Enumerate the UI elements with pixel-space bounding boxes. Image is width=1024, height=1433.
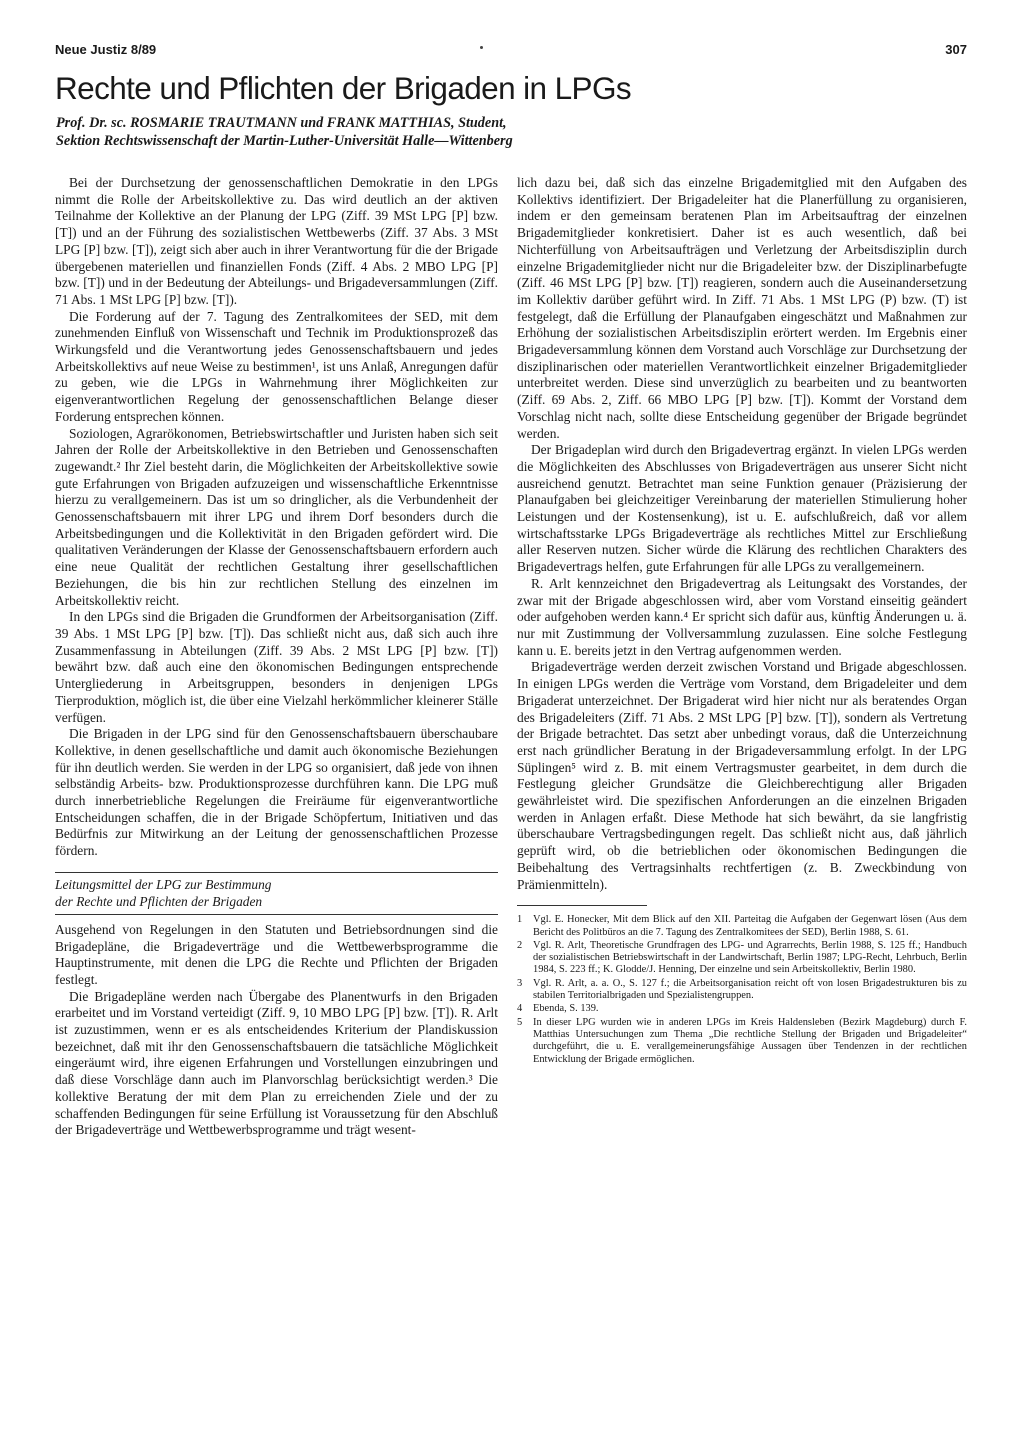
footnote [517, 1003, 967, 1015]
journal-page [55, 40, 967, 1420]
footnote-number: 5 [517, 1016, 523, 1028]
right-column [517, 175, 967, 1067]
paragraph: Soziologen, Agrarökonomen, Betriebswirtschaftler und Juristen haben sich seit Jahren der Rolle der Arbeitskollektive in den Betrieben und Genossenschaften zugewandt.² Ihr Ziel besteht darin, die Möglichkeiten der Arbeitskollektive sowie gute Erfahrungen von Brigaden aufzuzeigen und wissenschaftliche Erkenntnisse hierzu zu verallgemeinern. Das ist um so dringlicher, als die Verbundenheit der Genossenschaftsbauern mit ihrer LPG und ihrem Dorf besonders durch die Arbeitsbedingungen und die Kollektivität in den Brigaden gefördert wird. Die qualitativen Veränderungen der Klasse der Genossenschaftsbauern erfordern auch eine neue Qualität der rechtlichen Gestaltung ihrer gesellschaftlichen Beziehungen, die bis hin zur rechtlichen Stellung des einzelnen im Arbeitskollektiv reicht. [55, 425, 498, 608]
left-column [55, 175, 498, 1139]
paragraph: Die Brigadepläne werden nach Übergabe des Planentwurfs in den Brigaden erarbeitet und im Vorstand verteidigt (Ziff. 9, 10 MBO LPG [P] bzw. [T]). R. Arlt ist zuzustimmen, wenn er es als entscheidendes Kriterium der Plandiskussion bezeichnet, daß mit ihr den Genossenschaftsbauern die tatsächliche Möglichkeit eingeräumt wird, ihre eigenen Erfahrungen und Vorstellungen einzubringen und daß diese Vorschläge dann auch im Planvorschlag berücksichtigt werden.³ Die kollektive Beratung der mit dem Plan zu erreichenden Ziele und der zu schaffenden Bedingungen für seine Erfüllung ist Voraussetzung für den Abschluß der Brigadeverträge und Wettbewerbsprogramme und trägt wesent- [55, 988, 498, 1138]
footnote [517, 914, 967, 939]
byline-affiliation: Sektion Rechtswissenschaft der Martin-Luther-Universität Halle—Wittenberg [56, 133, 513, 149]
footnote-number: 1 [517, 914, 523, 926]
footnote-number: 2 [517, 939, 523, 951]
paragraph: lich dazu bei, daß sich das einzelne Brigademitglied mit den Aufgaben des Kollektivs identifiziert. Der Brigadeleiter hat die Planerfüllung zu organisieren, indem er den gemeinsam beratenen Plan im Arbeitsauftrag der einzelnen Brigademitglieder konkretisiert. Daher ist es auch wesentlich, daß bei Nichterfüllung von Arbeitsaufträgen und Verletzung der Arbeitsdisziplin durch einzelne Brigademitglieder nicht nur die Brigadeleiter bzw. der Disziplinarbefugte (Ziff. 46 MSt LPG [P] bzw. [T]) reagieren, sondern auch die Auseinandersetzung im Kollektiv darüber geführt wird. In Ziff. 71 Abs. 1 MSt LPG (P) bzw. (T) ist festgelegt, daß die Erfüllung der Planaufgaben eingeschätzt und Maßnahmen zur Erhöhung der sozialistischen Arbeitsdisziplin erörtert werden. Im Ergebnis einer Brigadeversammlung können dem Vorstand auch Vorschläge zur Durchsetzung der disziplinarischen oder materiellen Verantwortlichkeit einzelner Brigademitglieder unterbreitet werden. Diese sind unverzüglich zu bearbeiten und zu beantworten (Ziff. 69 Abs. 2, Ziff. 66 MBO LPG [P] bzw. [T]). Kommt der Vorstand dem Vorschlag nicht nach, sollte diese Entscheidung gegenüber der Brigade begründet werden. [517, 175, 967, 441]
footnote-text: In dieser LPG wurden wie in anderen LPGs im Kreis Haldensleben (Bezirk Magdeburg) durch F. Matthias Untersuchungen zum Thema „Die rechtliche Stellung der Brigaden und Brigadeleiter“ durchgeführt, die u. E. verallgemeinerungsfähige Aussagen über Tendenzen in der rechtlichen Entwicklung der Brigade ermöglichen. [533, 1016, 967, 1065]
footnote [517, 940, 967, 977]
footnote-text: Ebenda, S. 139. [533, 1003, 599, 1015]
footnote-text: Vgl. R. Arlt, a. a. O., S. 127 f.; die Arbeitsorganisation reicht oft von losen Brigadestrukturen bis zu stabilen Territorialbrigaden und Spezialistengruppen. [533, 977, 967, 1002]
footnote-number: 4 [517, 1003, 523, 1015]
paragraph: Bei der Durchsetzung der genossenschaftlichen Demokratie in den LPGs nimmt die Rolle der Arbeitskollektive zu. Das wird deutlich an der aktiven Teilnahme der Kollektive an der Planung der LPG (Ziff. 39 MSt LPG [P] bzw. [T]) und an der Führung des sozialistischen Wettbewerbs (Ziff. 37 Abs. 3 MSt LPG [P] bzw. [T]), zeigt sich aber auch in ihrer Verantwortung für die der Brigade übergebenen materiellen und finanziellen Fonds (Ziff. 4 Abs. 2 MBO LPG [P] bzw. [T]) und in der Bedeutung der Abteilungs- und Brigadeversammlungen (Ziff. 71 Abs. 1 MSt LPG [P] bzw. [T]). [55, 175, 498, 307]
footnote-text: Vgl. E. Honecker, Mit dem Blick auf den XII. Parteitag die Aufgaben der Gegenwart lösen (Aus dem Bericht des Politbüros an die 7. Tagung des Zentralkomitees der SED), Berlin 1988, S. 61. [533, 914, 967, 938]
footnote-text: Vgl. R. Arlt, Theoretische Grundfragen des LPG- und Agrarrechts, Berlin 1988, S. 125 ff.; Handbuch der sozialistischen Betriebswirtschaft in der Landwirtschaft, Berlin 1987; LPG-Recht, Lehrbuch, Berlin 1984, S. 223 ff.; K. Glodde/J. Henning, Der einzelne und sein Arbeitskollektiv, Berlin 1980. [533, 939, 967, 976]
paragraph: Die Brigaden in der LPG sind für den Genossenschaftsbauern überschaubare Kollektive, in denen gesellschaftliche und damit auch ökonomische Beziehungen für ihn deutlich werden. Sie werden in der LPG so organisiert, daß jede von ihnen selbständig Arbeits- bzw. Produktionsprozesse durchführen kann. Die LPG muß durch innerbetriebliche Regelungen die Freiräume für eigenverantwortliche Entscheidungen schaffen, die in der Brigade Schöpfertum, Initiativen und das Bedürfnis zur Mitwirkung an der Leitung der genossenschaftlichen Prozesse fördern. [55, 726, 498, 859]
scan-speck [480, 46, 483, 49]
subheading-line: Leitungsmittel der LPG zur Bestimmung [55, 876, 272, 892]
paragraph: Der Brigadeplan wird durch den Brigadevertrag ergänzt. In vielen LPGs werden die Möglichkeiten des Abschlusses von Brigadeverträgen aus unserer Sicht nicht ausreichend genutzt. Betrachtet man seine Funktion genauer (Präzisierung der Planaufgaben bei gleichzeitiger Vereinbarung der materiellen Stimulierung hoher Leistungen und der Kostensenkung), ist u. E. aufschlußreich, daß vor allem wirtschaftsstarke LPGs Brigadeverträge als rechtliches Mittel zur Erschließung aller Reserven nutzen. Sicher würde die Klärung des rechtlichen Charakters des Brigadevertrags helfen, gute Erfahrungen für alle LPGs zu verallgemeinern. [517, 442, 967, 575]
paragraph: Brigadeverträge werden derzeit zwischen Vorstand und Brigade abgeschlossen. In einigen LPGs werden die Verträge vom Vorstand, dem Brigadeleiter und dem Brigaderat unterzeichnet. Der Brigaderat wird hier nicht nur als beratendes Organ des Brigadeleiters (Ziff. 71 Abs. 2 MSt LPG [P] bzw. [T]), sondern als Vertretung der Brigade betrachtet. Das setzt aber unbedingt voraus, daß die Unterzeichnung erst nach gründlicher Beratung in der Brigadeversammlung erfolgt. In der LPG Süplingen⁵ wird z. B. mit einem Vertragsmuster gearbeitet, in dem durch die Festlegung gleicher Grundsätze die Gleichberechtigung aller Brigaden gewährleistet wird. Die spezifischen Anforderungen an die einzelnen Brigaden werden in Anlagen erfaßt. Diese Methode hat sich bewährt, da sie langfristig überschaubare Vertragsbedingungen regelt. Das schließt nicht aus, daß jährlich geprüft wird, ob die betrieblichen oder ökonomischen Bedingungen die Beibehaltung des Vertragsinhalts rechtfertigen (z. B. Zweckbindung von Prämienmitteln). [517, 659, 967, 892]
footnote [517, 978, 967, 1003]
subheading-line: der Rechte und Pflichten der Brigaden [55, 893, 263, 909]
paragraph: R. Arlt kennzeichnet den Brigadevertrag als Leitungsakt des Vorstandes, der zwar mit der Brigade abgeschlossen wird, aber vom Vorstand einseitig geändert oder aufgehoben werden kann.⁴ Er spricht sich dafür aus, künftig Änderungen u. ä. nur mit Zustimmung der Vollversammlung zuzulassen. Eine solche Festlegung kann u. E. bereits jetzt in den Vertrag aufgenommen werden. [517, 575, 967, 658]
running-head [55, 40, 967, 62]
footnote-number: 3 [517, 977, 523, 989]
journal-name: Neue Justiz 8/89 [55, 42, 157, 57]
article-title: Rechte und Pflichten der Brigaden in LPGs [55, 70, 632, 106]
paragraph: Die Forderung auf der 7. Tagung des Zentralkomitees der SED, mit dem zunehmenden Einfluß von Wissenschaft und Technik im Produktionsprozeß das Wirkungsfeld und die Verantwortung jedes Genossenschaftsbauern und jedes Arbeitskollektivs auf neue Weise zu bestimmen¹, ist uns Anlaß, Anregungen dafür zu geben, wie die LPGs in Wahrnehmung ihrer Möglichkeiten zur eigenverantwortlichen Regelung der genossenschaftlichen Belange dieser Forderung entsprechen können. [55, 308, 498, 424]
byline-authors: Prof. Dr. sc. ROSMARIE TRAUTMANN und FRANK MATTHIAS, Student, [56, 115, 507, 131]
footnote-divider [517, 905, 647, 906]
article-byline [56, 114, 967, 150]
page-number: 307 [945, 42, 967, 57]
paragraph: In den LPGs sind die Brigaden die Grundformen der Arbeitsorganisation (Ziff. 39 Abs. 1 MSt LPG [P] bzw. [T]). Das schließt nicht aus, daß sich auch ihre Zusammenfassung in Abteilungen (Ziff. 39 Abs. 2 MSt LPG [P] bzw. [T]) bewährt bzw. daß auch eine den ökonomischen Bedingungen entsprechende Untergliederung in Arbeitsgruppen, besonders in denjenigen LPGs Tierproduktion, möglich ist, die über eine Vielzahl herkömmlicher kleinerer Ställe verfügen. [55, 609, 498, 725]
paragraph: Ausgehend von Regelungen in den Statuten und Betriebsordnungen sind die Brigadepläne, die Brigadeverträge und die Wettbewerbsprogramme die Hauptinstrumente, mit denen die LPG die Rechte und Pflichten der Brigaden festlegt. [55, 921, 498, 987]
footnote [517, 1017, 967, 1066]
footnotes [517, 914, 967, 1066]
section-subheading [55, 872, 498, 915]
